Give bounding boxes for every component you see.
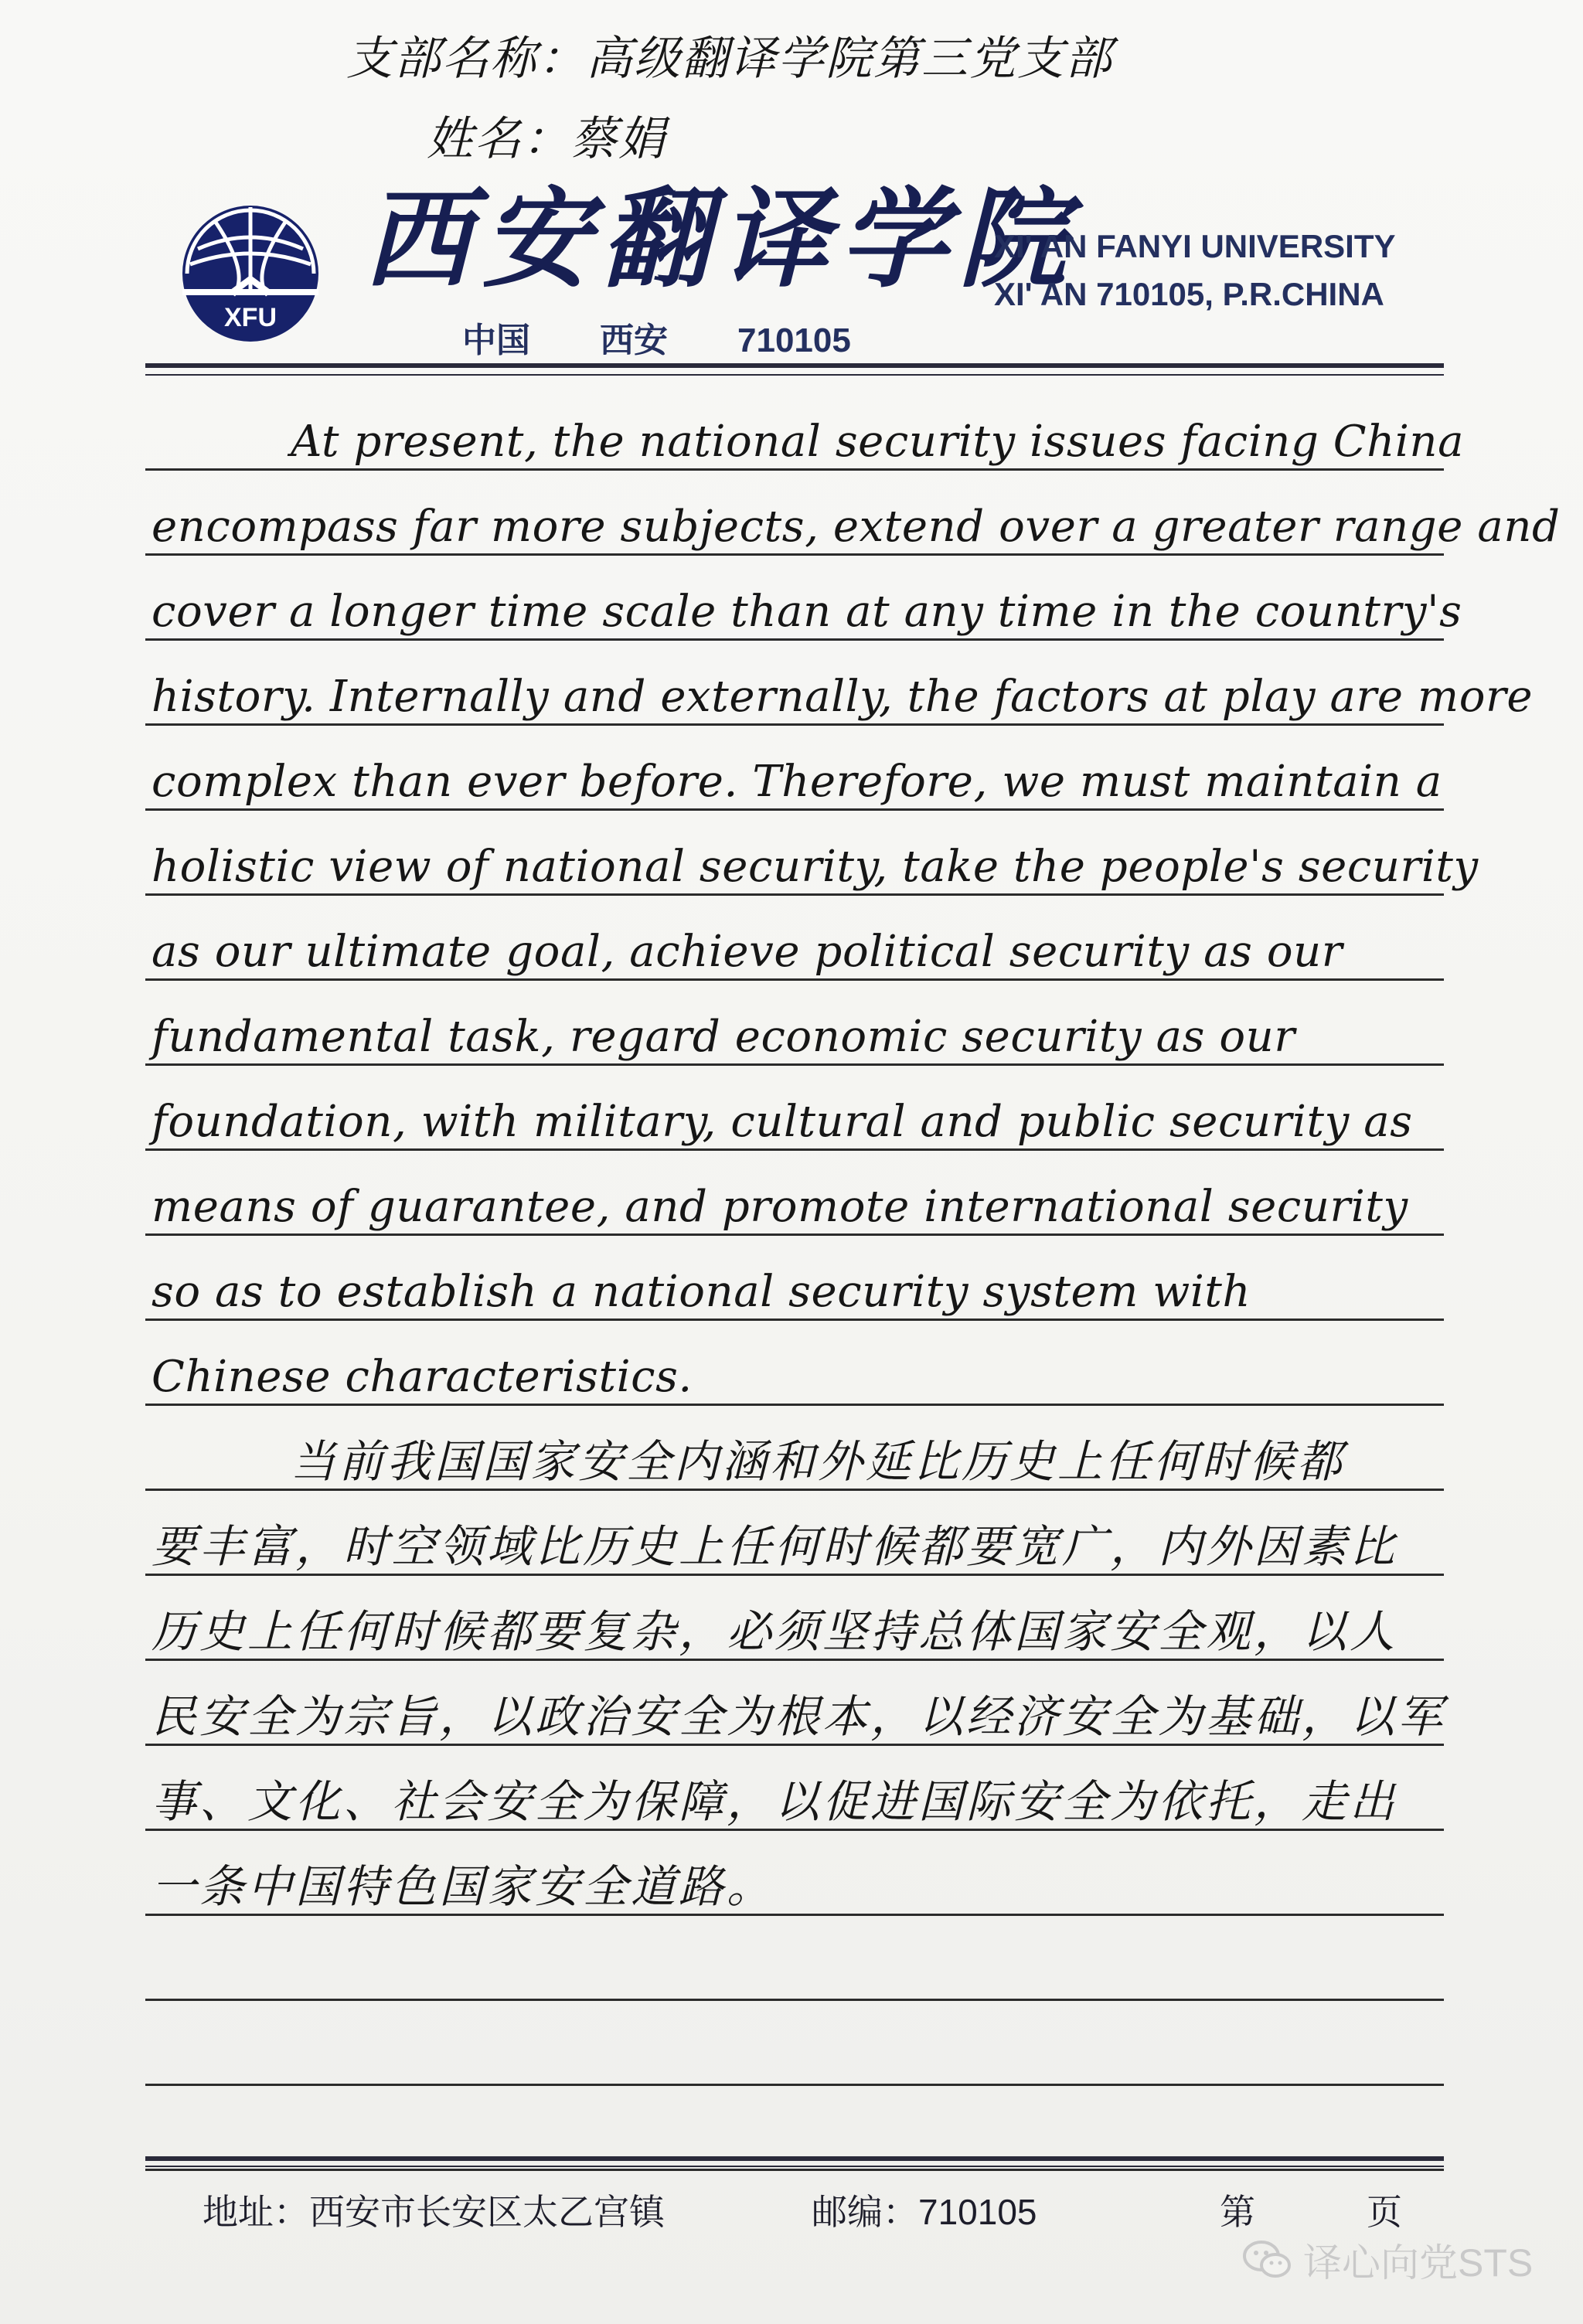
english-line: cover a longer time scale than at any time in the country's	[151, 587, 1462, 637]
ruled-line	[145, 978, 1444, 981]
university-name-en: XI' AN FANYI UNIVERSITY	[994, 228, 1396, 264]
chinese-line: 历史上任何时候都要复杂，必须坚持总体国家安全观，以人	[151, 1605, 1398, 1658]
ruled-line	[145, 638, 1444, 641]
english-line: as our ultimate goal, achieve political security as our	[151, 927, 1343, 977]
ruled-line	[145, 1574, 1444, 1576]
ruled-line	[145, 2084, 1444, 2086]
english-line: history. Internally and externally, the factors at play are more	[151, 672, 1534, 722]
ruled-line	[145, 1744, 1444, 1746]
ruled-line	[145, 468, 1444, 471]
watermark	[1243, 2232, 1533, 2288]
author-name: 姓名：蔡娟	[427, 112, 666, 166]
ruled-line	[145, 1404, 1444, 1406]
ruled-line	[145, 1233, 1444, 1236]
country-cn: 中国	[462, 322, 530, 359]
address-en: XI' AN 710105, P.R.CHINA	[994, 276, 1384, 312]
ruled-line	[145, 1914, 1444, 1916]
letterhead-divider-thin	[145, 374, 1444, 376]
ruled-line	[145, 1659, 1444, 1661]
ruled-line	[145, 893, 1444, 896]
english-line: fundamental task, regard economic security as our	[151, 1012, 1295, 1062]
chinese-line: 当前我国国家安全内涵和外延比历史上任何时候都	[291, 1435, 1346, 1488]
ruled-line	[145, 1319, 1444, 1321]
ruled-line	[145, 1148, 1444, 1151]
english-line: holistic view of national security, take the people's security	[151, 842, 1479, 892]
chinese-line: 一条中国特色国家安全道路。	[151, 1860, 775, 1913]
ruled-line	[145, 808, 1444, 811]
letterhead-divider	[145, 363, 1444, 368]
footer-address: 地址：西安市长安区太乙宫镇	[203, 2192, 665, 2232]
watermark-text: 译心向党STS	[1303, 2241, 1534, 2285]
postcode-cn: 710105	[737, 322, 851, 359]
university-logo-icon	[179, 202, 322, 345]
ruled-line	[145, 723, 1444, 726]
chinese-line: 事、文化、社会安全为保障，以促进国际安全为依托，走出	[151, 1775, 1398, 1828]
ruled-line	[145, 2169, 1444, 2171]
english-line: means of guarantee, and promote international security	[151, 1182, 1408, 1232]
english-line: complex than ever before. Therefore, we must maintain a	[151, 757, 1442, 807]
english-line: so as to establish a national security system with	[151, 1267, 1251, 1317]
footer-divider-thin	[145, 2166, 1444, 2167]
ruled-line	[145, 1829, 1444, 1831]
logo-text: XFU	[224, 303, 277, 332]
footer-page-label: 第	[1220, 2192, 1255, 2232]
ruled-line	[145, 1063, 1444, 1066]
english-line: foundation, with military, cultural and public security as	[151, 1097, 1413, 1147]
ruled-line	[145, 1999, 1444, 2001]
location-cn	[462, 312, 921, 362]
wechat-icon	[1243, 2239, 1292, 2281]
chinese-line: 民安全为宗旨，以政治安全为根本，以经济安全为基础，以军	[151, 1690, 1446, 1743]
english-line: encompass far more subjects, extend over a greater range and	[151, 502, 1561, 552]
footer-divider	[145, 2156, 1444, 2161]
city-cn: 西安	[600, 322, 668, 359]
university-name-en-block	[994, 223, 1396, 318]
footer-postcode: 邮编：710105	[812, 2192, 1037, 2232]
ruled-line	[145, 1489, 1444, 1491]
english-line: Chinese characteristics.	[151, 1352, 693, 1402]
footer-page-label-end: 页	[1367, 2192, 1402, 2232]
ruled-line	[145, 553, 1444, 556]
english-line: At present, the national security issues facing China	[291, 417, 1465, 467]
university-name-cn: 西安翻译学院	[363, 176, 1078, 303]
chinese-line: 要丰富，时空领域比历史上任何时候都要宽广，内外因素比	[151, 1520, 1398, 1573]
branch-name: 支部名称：高级翻译学院第三党支部	[346, 32, 1113, 86]
